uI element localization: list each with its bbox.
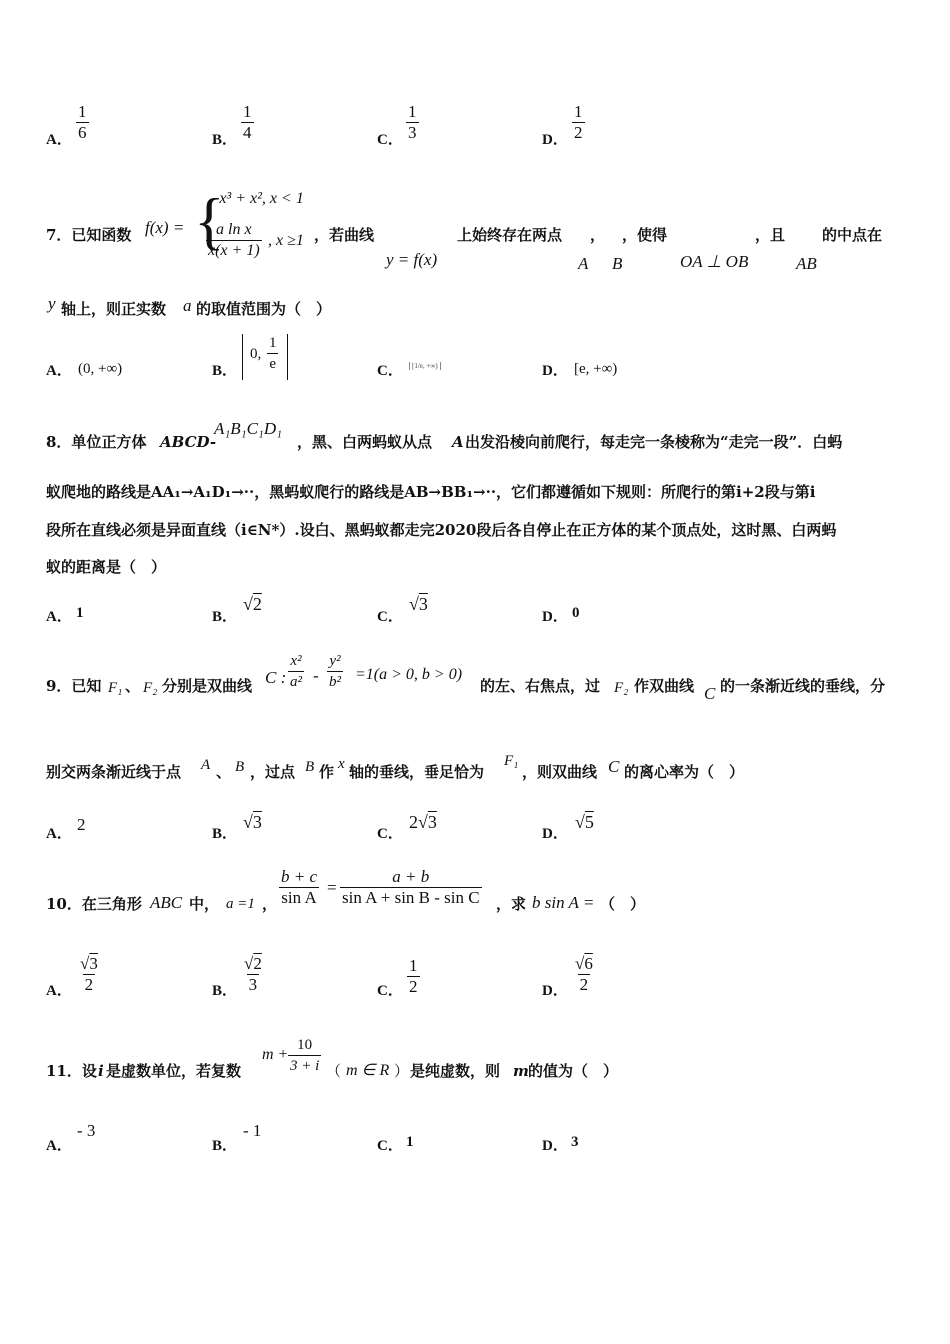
q8-line1-pre: 8．单位正方体 — [46, 433, 147, 451]
q6-option-b-value: $\frac{1}{4}$ — [243, 102, 252, 142]
q7-line2-text: 轴上，则正实数 — [61, 300, 167, 318]
q9-option-d-label[interactable]: D． — [542, 826, 568, 842]
q11-m2: m — [513, 1062, 529, 1080]
q11-cond-close: ） — [394, 1062, 410, 1080]
q11-option-a-value: - 3 — [77, 1121, 96, 1140]
q9-line1-tail: 的一条渐近线的垂线，分 — [720, 677, 886, 695]
q7-intro: 7．已知函数 — [46, 226, 132, 244]
q8-option-a-label[interactable]: A． — [46, 609, 72, 625]
q8-line1-post: ，黑、白两蚂蚁从点 — [297, 433, 433, 451]
q11-cond: m ∈ R — [346, 1062, 390, 1079]
q9-option-c-label[interactable]: C． — [377, 826, 403, 842]
q7-piece1: - x³ + x², x < 1 — [210, 190, 304, 207]
q11-pre: 11．设 — [46, 1062, 97, 1080]
q10-option-c-value: $\frac{1}{2}$ — [409, 956, 418, 996]
q9-option-a-value: 2 — [77, 815, 86, 834]
q11-frac: $\frac{10}{3 + i}$ — [290, 1037, 320, 1074]
q6-option-a-label[interactable]: A． — [46, 132, 72, 148]
q9-line1-pre: 9．已知 — [46, 677, 102, 695]
q8-line4: 蚁的距离是（ ） — [46, 558, 167, 576]
q10-option-d-value: $\frac{√6}{2}$ — [575, 954, 593, 994]
q9-f2b: F₂ — [614, 680, 629, 696]
q9-c: C : — [265, 668, 287, 687]
q7-option-b-frac: $\frac{1}{e}$ — [269, 335, 277, 372]
q7-seg: AB — [796, 254, 817, 273]
q7-text2: ，若曲线 — [314, 226, 375, 244]
q11-tail: 的值为（ ） — [528, 1062, 619, 1080]
q11-option-c-value: 1 — [406, 1134, 414, 1150]
q11-option-b-value: - 1 — [243, 1121, 262, 1140]
q8-line1-tail: 出发沿棱向前爬行，每走完一条棱称为“走完一段”．白蚂 — [465, 433, 843, 451]
q8-line3: 段所在直线必须是异面直线（i∈N*）.设白、黑蚂蚁都走完2020段后各自停止在正方体的某个顶点处，这时黑、白两蚂 — [46, 521, 837, 539]
q7-perp: OA ⊥ OB — [680, 252, 749, 271]
q7-fx: f(x) = — [145, 218, 185, 237]
q9-line1-mid: 分别是双曲线 — [162, 677, 253, 695]
q11-option-c-label[interactable]: C． — [377, 1138, 403, 1154]
q8-line2: 蚁爬地的路线是AA₁→A₁D₁→··，黑蚂蚁爬行的路线是AB→BB₁→··，它们都遵循如下规则：所爬行的第i+2段与第i — [46, 483, 816, 501]
q8-option-a-value: 1 — [76, 605, 84, 621]
q10-option-a-value: $\frac{√3}{2}$ — [80, 954, 98, 994]
q9-point-b2: B — [305, 759, 315, 775]
q9-line2-mid4: ，则双曲线 — [522, 763, 598, 781]
q7-text5: 的中点在 — [822, 226, 883, 244]
q9-line2-mid3: 轴的垂线，垂足恰为 — [349, 763, 485, 781]
q7-option-c-label[interactable]: C． — [377, 363, 403, 379]
q8-option-c-label[interactable]: C． — [377, 609, 403, 625]
q9-point-b: B — [235, 759, 245, 775]
q9-dun2: 、 — [216, 763, 232, 781]
q10-abc: ABC — [150, 893, 183, 912]
q9-line1-post: 的左、右焦点，过 — [480, 677, 601, 695]
q9-line2-tail: 的离心率为（ ） — [624, 763, 745, 781]
q11-i: i — [98, 1062, 104, 1080]
q7-option-d-label[interactable]: D． — [542, 363, 568, 379]
q10-right-frac: $\frac{a + b}{\text{sin A + sin B - sin C}}$ — [342, 867, 480, 907]
q10-mid1: 中， — [189, 895, 220, 913]
q7-option-b-interval: 0, $\frac{1}{e}$ — [242, 334, 288, 380]
q9-eq: =1(a > 0, b > 0) — [355, 666, 463, 683]
q10-mid2: ，求 — [496, 895, 527, 913]
q7-point-a: A — [578, 254, 589, 273]
q9-f2: F₂ — [143, 680, 158, 696]
q8-abcd: ABCD- — [160, 433, 217, 451]
q9-point-a: A — [201, 757, 211, 773]
q7-sep2: ，使得 — [622, 226, 668, 244]
q9-option-b-label[interactable]: B． — [212, 826, 238, 842]
q6-option-c-label[interactable]: C． — [377, 132, 403, 148]
q9-f1: F₁ — [108, 680, 123, 696]
q8-option-d-value: 0 — [572, 605, 580, 621]
q11-option-d-label[interactable]: D． — [542, 1138, 568, 1154]
q7-piece2-cond: , x ≥1 — [268, 232, 304, 249]
q7-text4: ，且 — [755, 226, 786, 244]
q6-option-d-value: $\frac{1}{2}$ — [574, 102, 583, 142]
q10-option-b-label[interactable]: B． — [212, 983, 238, 999]
q8-option-b-label[interactable]: B． — [212, 609, 238, 625]
q7-option-d-value: [e, +∞) — [574, 361, 618, 377]
q6-option-c-value: $\frac{1}{3}$ — [408, 102, 417, 142]
q10-eq: = — [327, 878, 337, 897]
q9-option-b-value: √3 — [243, 812, 262, 832]
q11-option-b-label[interactable]: B． — [212, 1138, 238, 1154]
q7-sep1: ， — [590, 226, 606, 244]
q7-option-a-value: (0, +∞) — [78, 361, 123, 377]
q9-c3: C — [608, 757, 620, 776]
q7-line2-var: y — [48, 294, 56, 313]
q10-comma: ， — [262, 895, 278, 913]
q9-y2-frac: $\frac{\text{y²}}{\text{b²}}$ — [329, 653, 341, 690]
q9-c2: C — [704, 684, 716, 703]
q9-line2-mid2: 作 — [319, 763, 335, 781]
q7-brace: { — [194, 185, 225, 256]
q11-mid1: 是虚数单位，若复数 — [106, 1062, 242, 1080]
q11-mid2: 是纯虚数，则 — [410, 1062, 501, 1080]
q10-tail: （ ） — [600, 895, 646, 913]
q8-option-b-value: √2 — [243, 594, 262, 614]
q7-point-b: B — [612, 254, 623, 273]
q9-dun: 、 — [125, 677, 141, 695]
q7-text3: 上始终存在两点 — [457, 226, 563, 244]
q9-option-a-label[interactable]: A． — [46, 826, 72, 842]
q7-option-b-label[interactable]: B． — [212, 363, 238, 379]
q9-option-c-value: 2√3 — [409, 812, 437, 832]
q7-curve: y = f(x) — [386, 250, 438, 269]
q11-option-d-value: 3 — [571, 1134, 579, 1150]
q9-f1b: F₁ — [504, 753, 519, 769]
q8-option-d-label[interactable]: D． — [542, 609, 568, 625]
q10-ask: b sin A = — [532, 893, 595, 912]
q9-line2-mid: ，过点 — [250, 763, 296, 781]
q10-option-c-label[interactable]: C． — [377, 983, 403, 999]
q7-line2-var2: a — [183, 296, 192, 315]
q10-a1: a =1 — [226, 896, 255, 912]
q8-a1b1c1d1: A₁B₁C₁D₁ — [214, 419, 283, 438]
q10-option-b-value: $\frac{√2}{3}$ — [244, 954, 262, 994]
q9-option-d-value: √5 — [575, 812, 594, 832]
q7-piece2-frac: $\frac{\text{a ln x}}{x(x + 1)}$ — [208, 221, 260, 259]
q7-option-a-label[interactable]: A． — [46, 363, 72, 379]
q6-option-a-value: $\frac{1}{6}$ — [78, 102, 87, 142]
q9-x: x — [338, 756, 345, 772]
q7-option-c-value: [1/e, +∞) — [409, 362, 441, 370]
q10-option-a-label[interactable]: A． — [46, 983, 72, 999]
q8-point-a: A — [452, 433, 464, 451]
q11-option-a-label[interactable]: A． — [46, 1138, 72, 1154]
q10-pre: 10．在三角形 — [46, 895, 142, 913]
q9-minus: - — [313, 666, 319, 685]
q11-cond-open: （ — [326, 1062, 342, 1080]
q8-option-c-value: √3 — [409, 594, 428, 614]
q10-left-frac: $\frac{b + c}{\text{sin A}}$ — [281, 867, 318, 907]
q6-option-d-label[interactable]: D． — [542, 132, 568, 148]
q7-line2-tail: 的取值范围为（ ） — [196, 300, 332, 318]
q9-x2-frac: $\frac{\text{x²}}{\text{a²}}$ — [290, 653, 302, 690]
q9-line1-post2: 作双曲线 — [634, 677, 695, 695]
q9-line2-pre: 别交两条渐近线于点 — [46, 763, 182, 781]
q10-option-d-label[interactable]: D． — [542, 983, 568, 999]
q11-m: m + — [262, 1046, 289, 1063]
q6-option-b-label[interactable]: B． — [212, 132, 238, 148]
